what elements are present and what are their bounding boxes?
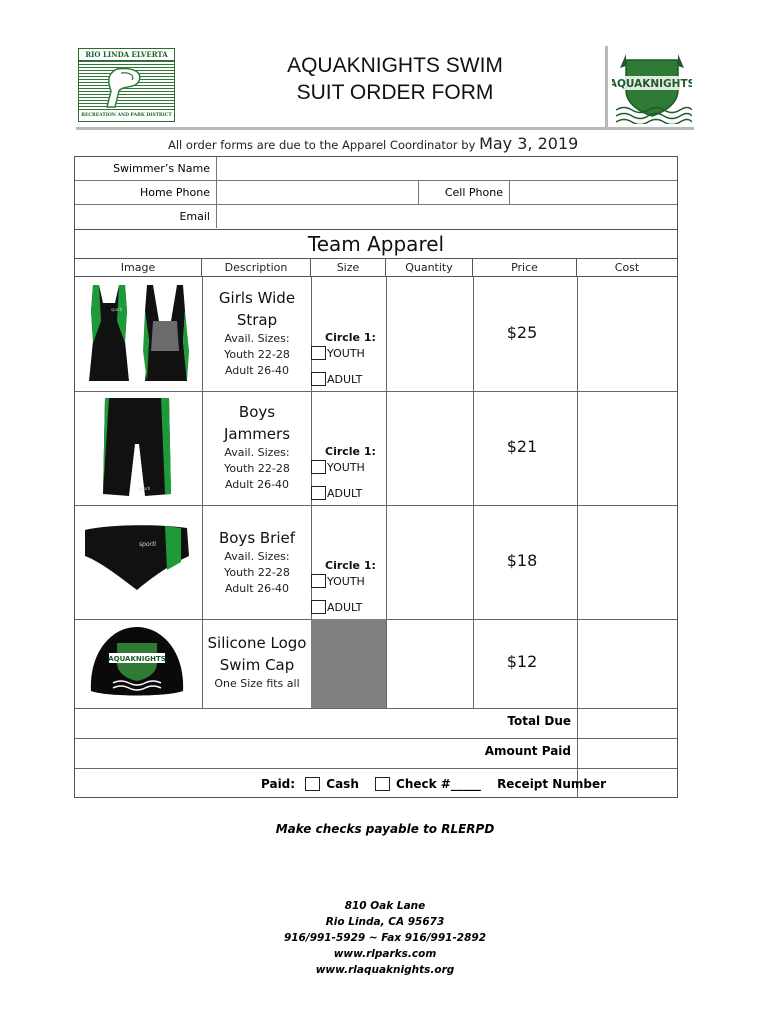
due-notice-text: All order forms are due to the Apparel Coordinator by [168, 138, 480, 152]
cell-phone-field[interactable] [511, 181, 677, 204]
youth-label: YOUTH [327, 461, 365, 474]
item-sizes-line: Avail. Sizes: [224, 332, 290, 345]
size-selector [311, 391, 386, 505]
logo-bottom-text: RECREATION AND PARK DISTRICT [79, 109, 174, 121]
item-sizes-line: Adult 26-40 [224, 364, 290, 377]
adult-label: ADULT [327, 487, 363, 500]
youth-label: YOUTH [327, 575, 365, 588]
item-sizes-line: Youth 22-28 [224, 348, 290, 361]
item-price: $18 [506, 551, 538, 570]
col-price: Price [473, 259, 577, 277]
adult-label: ADULT [327, 601, 363, 614]
size-selector [311, 277, 386, 391]
home-phone-label: Home Phone [75, 181, 217, 204]
aquaknights-logo [612, 50, 692, 124]
item-name-line2: Jammers [223, 425, 291, 443]
circle-instruction: Circle 1: [325, 445, 376, 458]
home-phone-field[interactable] [218, 181, 418, 204]
grid-line [577, 277, 578, 798]
item-price: $12 [506, 652, 538, 671]
title-line-1: AQUAKNIGHTS SWIM [287, 54, 503, 77]
col-size: Size [311, 259, 386, 277]
circle-instruction: Circle 1: [325, 559, 376, 572]
boys-brief-image [81, 522, 193, 594]
check-label: Check #_____ [396, 777, 481, 791]
address-line: Rio Linda, CA 95673 [325, 916, 445, 928]
website-link[interactable]: www.rlparks.com [333, 948, 437, 960]
youth-option[interactable] [311, 346, 365, 360]
phone-fax-line: 916/991-5929 ~ Fax 916/991-2892 [283, 932, 487, 944]
contact-form [74, 156, 678, 230]
col-image: Image [75, 259, 202, 277]
item-name-line2: Strap [236, 311, 278, 329]
swimsuit-brand-label: sporti [111, 307, 123, 312]
total-due-label: Total Due [507, 714, 571, 728]
youth-label: YOUTH [327, 347, 365, 360]
item-sizes-line: Adult 26-40 [224, 478, 290, 491]
receipt-number-label: Receipt Number [497, 777, 607, 791]
cap-logo-text: AQUAKNIGHTS [108, 655, 166, 663]
youth-checkbox[interactable] [311, 460, 326, 474]
adult-label: ADULT [327, 373, 363, 386]
swimsuit-brand-label: sporti [139, 486, 151, 491]
title-line-2: SUIT ORDER FORM [296, 81, 494, 104]
adult-option[interactable] [311, 600, 362, 614]
email-field[interactable] [218, 205, 677, 228]
address-line: 810 Oak Lane [344, 900, 426, 912]
circle-instruction: Circle 1: [325, 331, 376, 344]
phone-row [75, 181, 677, 205]
size-cell-not-applicable [311, 619, 386, 708]
item-name-line2: Swim Cap [219, 656, 295, 674]
item-sizes-line: One Size fits all [214, 677, 300, 690]
adult-checkbox[interactable] [311, 372, 326, 386]
cell-phone-label: Cell Phone [418, 181, 510, 204]
swimmer-name-field[interactable] [218, 157, 677, 180]
item-name-line1: Boys [238, 403, 276, 421]
checks-payable-note: Make checks payable to RLERPD [275, 822, 495, 836]
header-divider [76, 127, 694, 130]
grid-line [75, 738, 677, 739]
amount-paid-label: Amount Paid [484, 744, 571, 758]
logo-top-text: RIO LINDA ELVERTA [79, 49, 174, 61]
page-title [230, 52, 560, 106]
cash-label: Cash [326, 777, 359, 791]
grid-line [386, 277, 387, 708]
adult-checkbox[interactable] [311, 600, 326, 614]
header-divider-vertical [605, 46, 608, 130]
item-description [203, 401, 311, 493]
swimmer-name-label: Swimmer’s Name [75, 157, 217, 180]
address-block [0, 898, 770, 978]
item-sizes-line: Adult 26-40 [224, 582, 290, 595]
adult-option[interactable] [311, 486, 362, 500]
swim-cap-image [87, 623, 187, 701]
item-price: $25 [506, 323, 538, 342]
adult-option[interactable] [311, 372, 362, 386]
rio-linda-elverta-logo [78, 48, 175, 122]
col-cost: Cost [577, 259, 677, 277]
col-quantity: Quantity [386, 259, 473, 277]
youth-option[interactable] [311, 574, 365, 588]
cash-checkbox[interactable] [305, 777, 320, 791]
check-checkbox[interactable] [375, 777, 390, 791]
item-name-line1: Boys Brief [218, 529, 296, 547]
item-description [203, 287, 311, 379]
youth-checkbox[interactable] [311, 574, 326, 588]
item-description [203, 527, 311, 597]
team-apparel-table [74, 229, 678, 798]
swimmer-name-row [75, 157, 677, 181]
adult-checkbox[interactable] [311, 486, 326, 500]
payment-method-line [261, 777, 612, 791]
item-price: $21 [506, 437, 538, 456]
email-row [75, 205, 677, 229]
logo-art [79, 61, 174, 109]
website-link[interactable]: www.rlaquaknights.org [315, 964, 455, 976]
item-sizes-line: Avail. Sizes: [224, 446, 290, 459]
item-name-line1: Silicone Logo [207, 634, 307, 652]
item-description [203, 632, 311, 692]
youth-checkbox[interactable] [311, 346, 326, 360]
boys-jammers-image [99, 394, 175, 502]
item-sizes-line: Youth 22-28 [224, 462, 290, 475]
swimsuit-brand-label: sporti [139, 541, 157, 548]
grid-line [75, 708, 677, 709]
aquaknights-logo-text: AQUAKNIGHTS [612, 78, 692, 90]
paid-label: Paid: [261, 777, 296, 791]
due-notice [168, 134, 578, 153]
item-sizes-line: Avail. Sizes: [224, 550, 290, 563]
cash-option[interactable] [305, 777, 365, 791]
col-description: Description [202, 259, 311, 277]
girls-wide-strap-image [81, 281, 193, 387]
grid-line [75, 768, 677, 769]
team-apparel-heading: Team Apparel [75, 230, 677, 259]
due-date: May 3, 2019 [479, 134, 579, 153]
check-option[interactable] [375, 777, 487, 791]
item-sizes-line: Youth 22-28 [224, 566, 290, 579]
item-name-line1: Girls Wide [218, 289, 296, 307]
size-selector [311, 505, 386, 619]
youth-option[interactable] [311, 460, 365, 474]
email-label: Email [75, 205, 217, 228]
